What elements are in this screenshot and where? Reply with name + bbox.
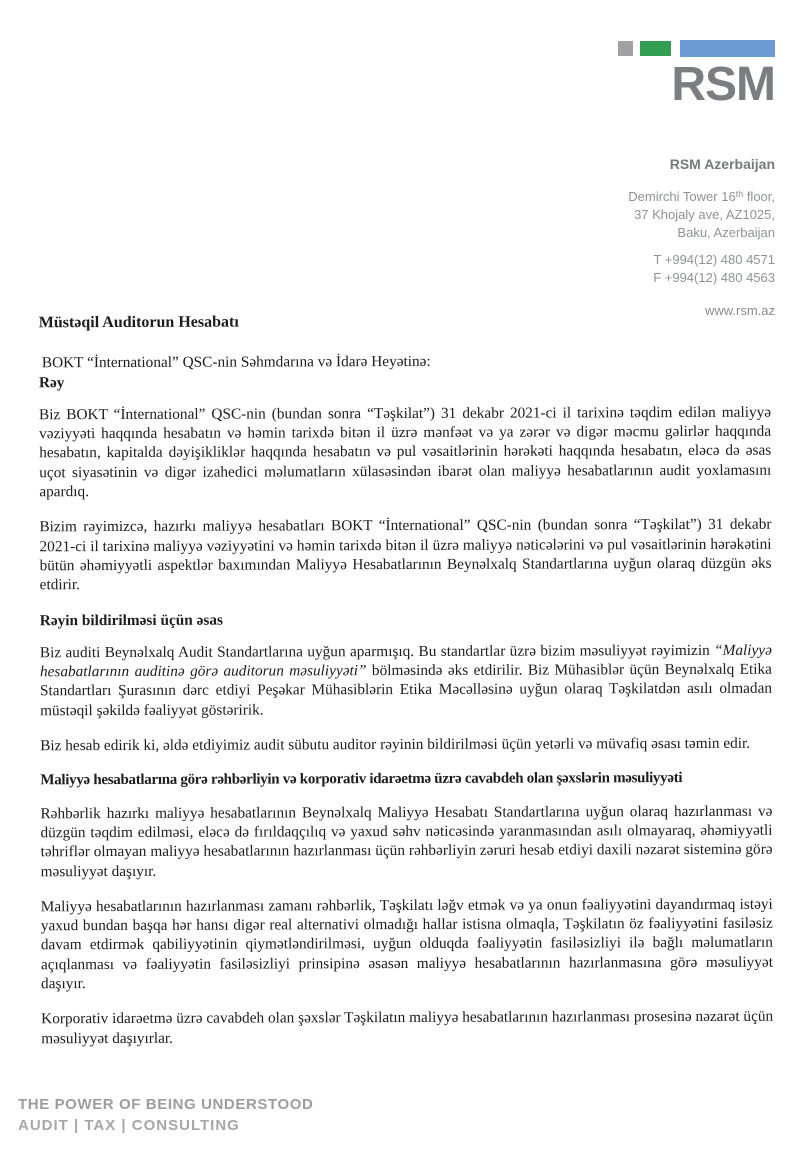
italic-quoted-section-title: “Maliyyə hesabatlarının auditinə görə auditorun məsuliyyəti” <box>39 641 772 681</box>
responsibility-heading: Maliyyə hesabatlarına görə rəhbərliyin və korporativ idarəetmə üzrə cavabdeh olan şəxslərin məsuliyyəti <box>40 770 683 789</box>
website-url: www.rsm.az <box>704 303 775 318</box>
opinion-paragraph-2: Bizim rəyimizcə, hazırkı maliyyə hesabatları BOKT “İnternational” QSC-nin (bundan sonra “Təşkilat”) 31 dekabr 2021-ci il tarixinə maliyyə vəziyyətini və həmin tarixdə bitən il üzrə maliyyə nəticələrini və pul vəsaitlərinin hərəkətini bütün əhəmiyyətli aspektlər baxımından Maliyyə Hesabatlarının Beynəlxalq Standartlarına uyğun olaraq düzgün əks etdirir. <box>39 516 772 594</box>
rsm-logo <box>480 40 775 57</box>
opinion-heading: Rəy <box>38 373 65 391</box>
address-line-2: 37 Khojaly ave, AZ1025, <box>634 207 775 222</box>
phone-number: T +994(12) 480 4571 <box>653 252 775 267</box>
footer-tagline: THE POWER OF BEING UNDERSTOOD <box>18 1096 314 1113</box>
address-block <box>480 155 775 320</box>
basis-paragraph-1: Biz auditi Beynəlxalq Audit Standartlarına uyğun aparmışıq. Bu standartlar üzrə bizim məsuliyyət rəyimizin “Maliyyə hesabatlarının auditinə görə auditorun məsuliyyəti” bölməsində əks etdirilir. Biz Mühasiblər üçün Beynəlxalq Etika Standartları Şurasının dərc etdiyi Peşəkar Mühasiblərin Etika Məcəlləsinə uyğun olaraq Təşkilatdən asılı olmadan müstəqil şəkildə fəaliyyət göstəririk. <box>39 641 773 720</box>
logo-gray-block-icon <box>618 41 633 56</box>
fax-number: F +994(12) 480 4563 <box>653 270 775 285</box>
brand-footer <box>18 1096 313 1134</box>
company-name: RSM Azerbaijan <box>669 156 775 172</box>
logo-green-block-icon <box>640 41 671 56</box>
responsibility-paragraph-1: Rəhbərlik hazırkı maliyyə hesabatlarının Beynəlxalq Maliyyə Hesabatı Standartlarına uyğun olaraq hazırlanması və düzgün təqdim edilməsi, eləcə də fırıldaqçılıq və yaxud səhv nəticəsində yaranmasından asılı olmayaraq, əhəmiyyətli təhriflər olmayan maliyyə hesabatlarının hazırlanması üçün rəhbərliyin zəruri hesab etdiyi daxili nəzarət sisteminə görə məsuliyyət daşıyır. <box>40 802 773 880</box>
basis-paragraph-2: Biz hesab edirik ki, əldə etdiyimiz audit sübutu auditor rəyinin bildirilməsi üçün yetərli və müvafiq əsası təmin edir. <box>40 734 751 755</box>
responsibility-paragraph-2: Maliyyə hesabatlarının hazırlanması zamanı rəhbərlik, Təşkilatı ləğv etmək və ya onun fəaliyyətini dayandırmaq istəyi yaxud bundan başqa hər hansı digər real alternativi olmadığı hallar istisna olmaqla, Təşkilatın öz fəaliyyətini fasiləsiz davam etdirmək qabiliyyətinin qiymətləndirilməsi, uyğun olduqda fəaliyyətin fasiləsizliyi ilə bağlı məlumatların açıqlanması və fəaliyyətin fasiləsizliyi prinsipinə əsasən maliyyə hesabatlarının hazırlanmasına görə məsuliyyət daşıyır. <box>40 895 773 993</box>
address-line-3: Baku, Azerbaijan <box>677 225 775 240</box>
report-title: Müstəqil Auditorun Hesabatı <box>38 313 239 332</box>
basis-heading: Rəyin bildirilməsi üçün əsas <box>39 611 223 629</box>
footer-services: AUDIT | TAX | CONSULTING <box>18 1117 240 1134</box>
address-line-1: Demirchi Tower 16th floor, <box>628 189 775 204</box>
responsibility-paragraph-3: Korporativ idarəetmə üzrə cavabdeh olan şəxslər Təşkilatın maliyyə hesabatlarının hazırlanması prosesinə nəzarət üçün məsuliyyət daşıyırlar. <box>41 1008 774 1047</box>
letter-body <box>39 311 774 1064</box>
opinion-paragraph-1: Biz BOKT “İnternational” QSC-nin (bundan sonra “Təşkilat”) 31 dekabr 2021-ci il tarixinə təqdim edilən maliyyə vəziyyəti haqqında hesabatın və həmin tarixdə bitən il üzrə mənfəət və ya zərər və digər məcmu gəlirlər haqqında hesabatın, kapitalda dəyişikliklər haqqında hesabatın və pul vəsaitlərinin hərəkəti haqqında hesabatın, eləcə də əsas uçot siyasətinin və digər izahedici məlumatların xülasəsindən ibarət olan maliyyə hesabatlarının audit yoxlamasını apardıq. <box>39 403 772 501</box>
addressee-line: BOKT “İnternational” QSC-nin Səhmdarına və İdarə Heyətinə: <box>41 353 431 372</box>
logo-blue-block-icon <box>680 40 775 57</box>
letterhead <box>480 0 800 320</box>
rsm-wordmark: RSM <box>671 58 775 111</box>
